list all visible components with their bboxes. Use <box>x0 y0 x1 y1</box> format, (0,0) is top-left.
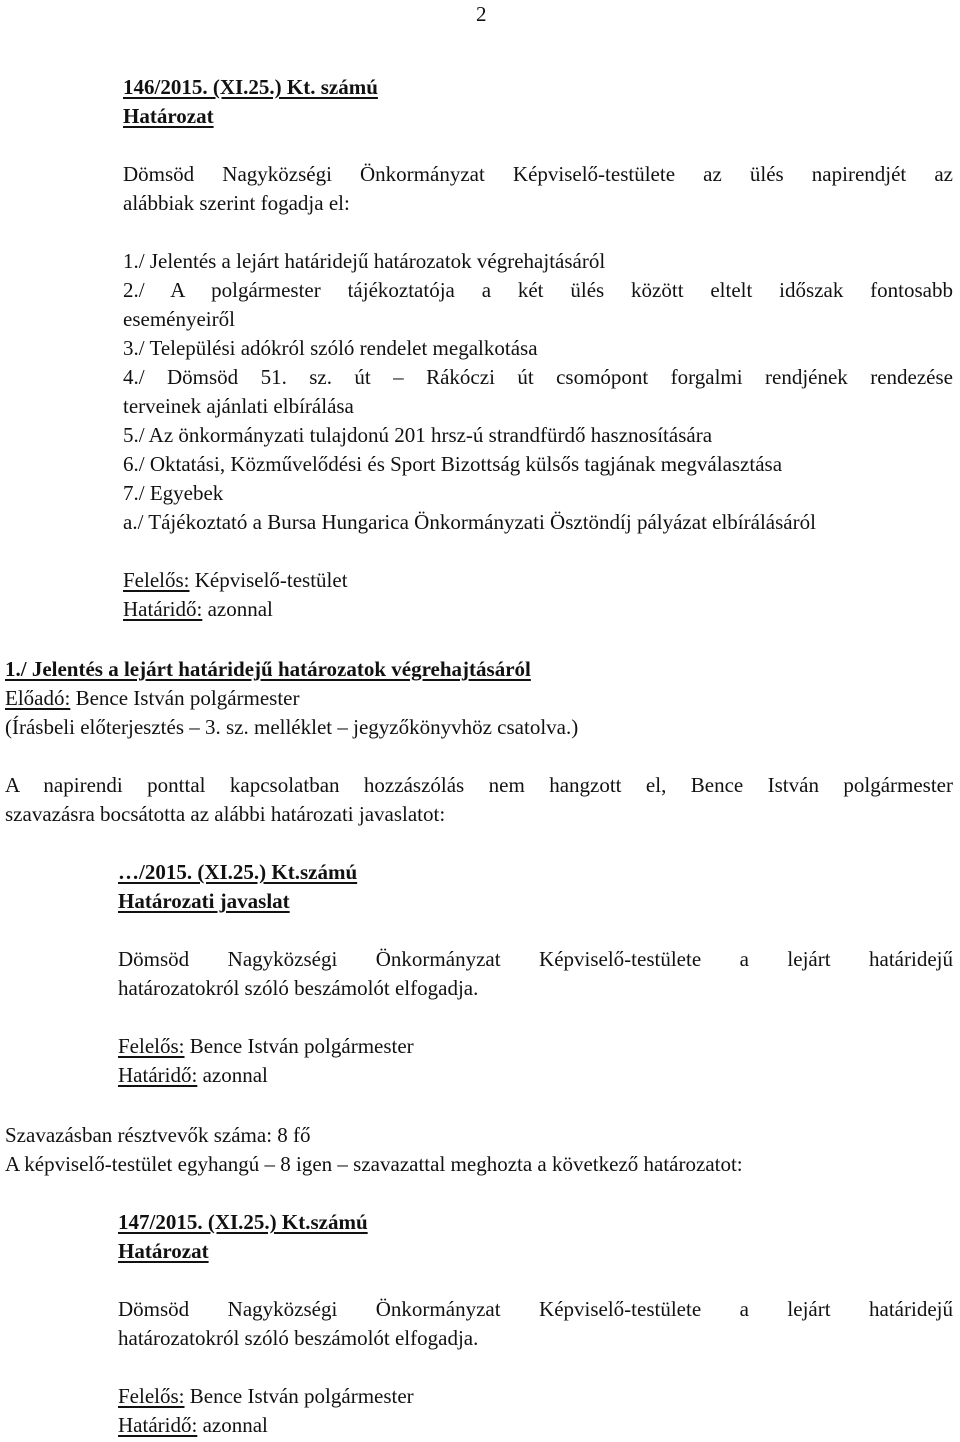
resolution-146-number: 146/2015. (XI.25.) Kt. számú <box>123 75 378 99</box>
deadline-label: Határidő: <box>118 1413 198 1437</box>
agenda-item-5: 5./ Az önkormányzati tulajdonú 201 hrsz-ú strandfürdő hasznosítására <box>123 423 713 447</box>
resolution-146-deadline <box>123 595 273 624</box>
responsible-value: Bence István polgármester <box>184 1384 414 1408</box>
agenda-item-2: 2./ A polgármester tájékoztatója a két ülés között eltelt időszak fontosabb <box>123 278 953 302</box>
resolution-146-intro-line-2: alábbiak szerint fogadja el: <box>123 191 350 215</box>
agenda-item-a: a./ Tájékoztató a Bursa Hungarica Önkormányzati Ösztöndíj pályázat elbírálásáról <box>123 510 816 534</box>
page-number: 2 <box>476 2 487 26</box>
resolution-147-number: 147/2015. (XI.25.) Kt.számú <box>118 1210 368 1234</box>
proposal-title: Határozati javaslat <box>118 889 290 913</box>
vote-result: A képviselő-testület egyhangú – 8 igen – szavazattal meghozta a következő határozatot: <box>5 1152 743 1176</box>
agenda-item-1: 1./ Jelentés a lejárt határidejű határozatok végrehajtásáról <box>123 249 606 273</box>
deadline-value: azonnal <box>197 1413 268 1437</box>
resolution-147-body-line-2: határozatokról szóló beszámolót elfogadja. <box>118 1326 479 1350</box>
resolution-146-responsible <box>123 566 348 595</box>
proposal-body-line-2: határozatokról szóló beszámolót elfogadja. <box>118 976 479 1000</box>
resolution-147-title: Határozat <box>118 1239 209 1263</box>
item1-presenter <box>5 684 300 713</box>
agenda-item-4: 4./ Dömsöd 51. sz. út – Rákóczi út csomópont forgalmi rendjének rendezése <box>123 365 953 389</box>
deadline-label: Határidő: <box>118 1063 198 1087</box>
proposal-number: …/2015. (XI.25.) Kt.számú <box>118 860 358 884</box>
vote-participants: Szavazásban résztvevők száma: 8 fő <box>5 1123 311 1147</box>
item1-discussion-line-2: szavazásra bocsátotta az alábbi határozati javaslatot: <box>5 802 446 826</box>
agenda-item-6: 6./ Oktatási, Közművelődési és Sport Bizottság külsős tagjának megválasztása <box>123 452 783 476</box>
item1-attachment-note: (Írásbeli előterjesztés – 3. sz. melléklet – jegyzőkönyvhöz csatolva.) <box>5 715 579 739</box>
deadline-label: Határidő: <box>123 597 203 621</box>
item1-heading: 1./ Jelentés a lejárt határidejű határozatok végrehajtásáról <box>5 657 531 681</box>
deadline-value: azonnal <box>202 597 273 621</box>
agenda-item-3: 3./ Települési adókról szóló rendelet megalkotása <box>123 336 538 360</box>
agenda-item-2-cont: eseményeiről <box>123 307 235 331</box>
responsible-value: Képviselő-testület <box>189 568 348 592</box>
resolution-147-responsible <box>118 1382 414 1411</box>
deadline-value: azonnal <box>197 1063 268 1087</box>
presenter-value: Bence István polgármester <box>70 686 300 710</box>
resolution-146-title: Határozat <box>123 104 214 128</box>
resolution-146-intro-line-1: Dömsöd Nagyközségi Önkormányzat Képviselő-testülete az ülés napirendjét az <box>123 162 953 186</box>
responsible-value: Bence István polgármester <box>184 1034 414 1058</box>
agenda-item-7: 7./ Egyebek <box>123 481 224 505</box>
proposal-body-line-1: Dömsöd Nagyközségi Önkormányzat Képviselő-testülete a lejárt határidejű <box>118 947 953 971</box>
proposal-responsible <box>118 1032 414 1061</box>
item1-discussion-line-1: A napirendi ponttal kapcsolatban hozzászólás nem hangzott el, Bence István polgármester <box>5 773 953 797</box>
proposal-deadline <box>118 1061 268 1090</box>
presenter-label: Előadó: <box>5 686 71 710</box>
responsible-label: Felelős: <box>123 568 190 592</box>
responsible-label: Felelős: <box>118 1034 185 1058</box>
resolution-147-deadline <box>118 1411 268 1440</box>
responsible-label: Felelős: <box>118 1384 185 1408</box>
resolution-147-body-line-1: Dömsöd Nagyközségi Önkormányzat Képviselő-testülete a lejárt határidejű <box>118 1297 953 1321</box>
agenda-item-4-cont: terveinek ajánlati elbírálása <box>123 394 354 418</box>
